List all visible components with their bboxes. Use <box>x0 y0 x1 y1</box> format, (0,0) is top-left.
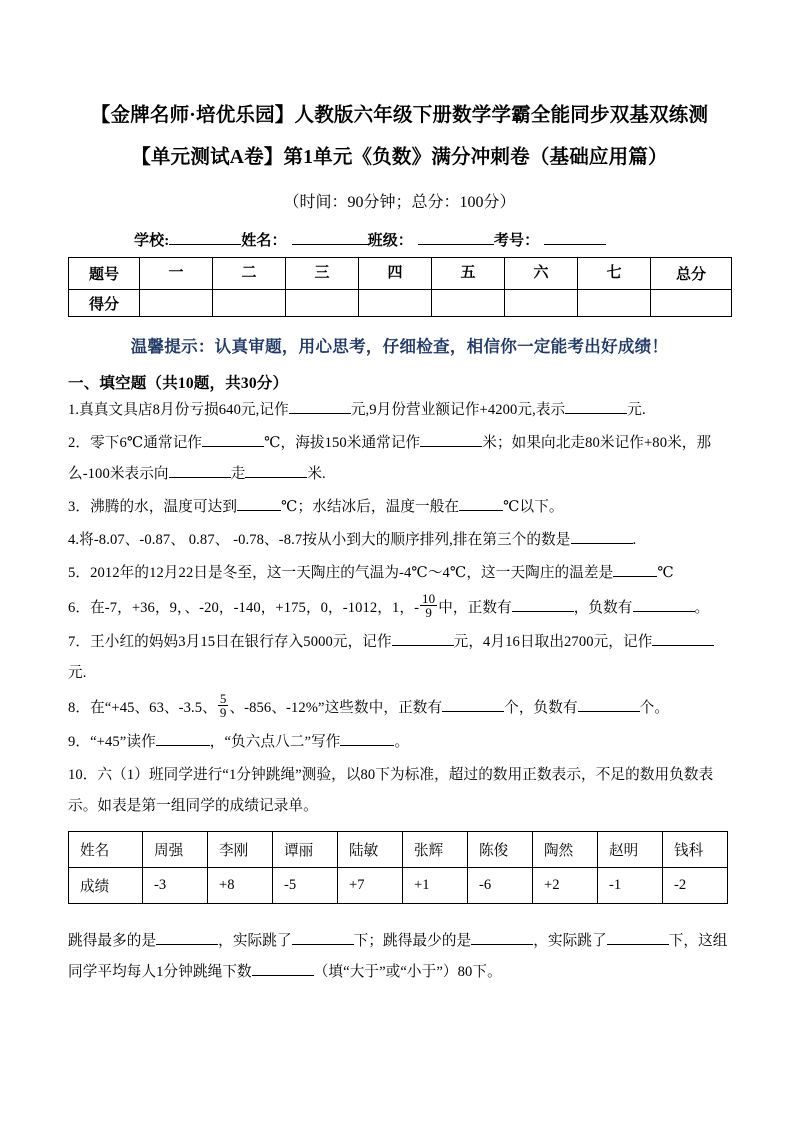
score-table-col-5: 五 <box>432 258 505 290</box>
warm-tip: 温馨提示：认真审题，用心思考，仔细检查，相信你一定能考出好成绩！ <box>130 337 669 356</box>
question-6-fraction <box>420 592 437 620</box>
score-summary-table <box>68 257 732 317</box>
question-8-fraction-denominator: 9 <box>219 705 227 721</box>
question-7-text-b: 元，4月16日取出2700元，记作 <box>453 634 653 650</box>
student-score-2: +8 <box>208 868 273 904</box>
question-8 <box>68 691 731 725</box>
question-6-fraction-numerator: 10 <box>422 590 436 606</box>
tail-text-a: 跳得最多的是 <box>68 933 157 949</box>
score-table-col-2: 二 <box>213 258 286 290</box>
student-score-6: ‑6 <box>468 868 533 904</box>
question-6-text-c: ，负数有 <box>573 600 633 616</box>
question-3-blank-1[interactable] <box>237 495 281 511</box>
student-name-9: 钱科 <box>663 832 728 868</box>
tail-blank-3[interactable] <box>471 929 533 945</box>
school-blank[interactable] <box>169 244 241 245</box>
question-6-text-a: 6．在‑7，+36，9，、‑20，‑140，+175，0，‑1012，1，‑ <box>68 600 420 616</box>
question-4 <box>68 525 731 556</box>
question-1-text-b: 元,9月份营业额记作+4200元,表示 <box>350 402 566 418</box>
tail-text-d: ，实际跳了 <box>533 933 607 949</box>
question-1-blank-2[interactable] <box>565 398 627 414</box>
question-8-fraction <box>218 692 229 720</box>
exam-meta: （时间：90分钟；总分：100分） <box>283 194 516 211</box>
tail-blank-1[interactable] <box>156 929 218 945</box>
student-name-4: 陆敏 <box>338 832 403 868</box>
question-1-text-a: 1.真真文具店8月份亏损640元,记作 <box>68 402 289 418</box>
jump-rope-row-label-name: 姓名 <box>69 832 143 868</box>
question-4-text-a: 4.将-8.07、-0.87、 0.87、 -0.78、-8.7按从小到大的顺序排列,排在第三个的数是 <box>68 532 571 548</box>
question-3-text-c: ℃以下。 <box>503 499 564 515</box>
question-5-text-a: 5．2012年的12月22日是冬至，这一天陶庄的气温为‑4℃～4℃，这一天陶庄的温差是 <box>68 565 614 581</box>
question-5-text-b: ℃ <box>657 565 674 581</box>
question-2-text-d: 走 <box>230 466 246 482</box>
table-row-scores <box>69 290 732 317</box>
question-6-blank-2[interactable] <box>633 596 695 612</box>
question-1 <box>68 395 731 426</box>
exam-no-blank[interactable] <box>544 244 606 245</box>
question-8-blank-1[interactable] <box>442 696 504 712</box>
student-name-1: 周强 <box>143 832 208 868</box>
tail-text-e: 下，这组同学平均每人1分钟跳绳下数 <box>68 933 728 980</box>
student-name-7: 陶然 <box>533 832 598 868</box>
question-8-text-c: 个，负数有 <box>504 700 578 716</box>
question-9-blank-2[interactable] <box>340 730 394 746</box>
score-table-row-label-question: 题号 <box>69 258 140 290</box>
class-label: 班级： <box>367 233 413 249</box>
student-name-8: 赵明 <box>598 832 663 868</box>
question-2-text-b: ℃，海拔150米通常记作 <box>264 435 421 451</box>
question-9-text-a: 9．“+45”读作 <box>68 734 156 750</box>
question-1-blank-1[interactable] <box>289 398 351 414</box>
question-2 <box>68 428 731 490</box>
question-7 <box>68 627 731 689</box>
jump-rope-results-table <box>68 831 728 904</box>
question-5 <box>68 558 731 589</box>
question-3-text-b: ℃；水结冰后，温度一般在 <box>281 499 460 515</box>
question-2-blank-1[interactable] <box>202 431 264 447</box>
score-cell-total[interactable] <box>651 290 732 317</box>
student-name-3: 谭丽 <box>273 832 338 868</box>
question-9-text-b: ，“负六点八二”写作 <box>209 734 341 750</box>
student-name-5: 张辉 <box>403 832 468 868</box>
question-2-text-a: 2．零下6℃通常记作 <box>68 435 203 451</box>
question-2-blank-3[interactable] <box>169 462 231 478</box>
score-table-col-3: 三 <box>286 258 359 290</box>
question-10-text: 10．六（1）班同学进行“1分钟跳绳”测验，以80下为标准，超过的数用正数表示，不足的数用负数表示。如表是第一组同学的成绩记录单。 <box>68 767 714 814</box>
question-8-text-b: 、‑856、‑12%”这些数中，正数有 <box>229 700 443 716</box>
student-score-4: +7 <box>338 868 403 904</box>
question-4-blank-1[interactable] <box>571 528 633 544</box>
score-table-col-1: 一 <box>140 258 213 290</box>
class-blank[interactable] <box>418 244 494 245</box>
question-9-blank-1[interactable] <box>156 730 210 746</box>
question-7-blank-2[interactable] <box>652 630 714 646</box>
table-row-names <box>69 832 728 868</box>
student-score-7: +2 <box>533 868 598 904</box>
question-7-text-a: 7．王小红的妈妈3月15日在银行存入5000元，记作 <box>68 634 392 650</box>
score-cell-4[interactable] <box>359 290 432 317</box>
question-7-blank-1[interactable] <box>392 630 454 646</box>
question-3-blank-2[interactable] <box>459 495 503 511</box>
student-score-8: ‑1 <box>598 868 663 904</box>
question-9 <box>68 727 731 758</box>
tail-text-c: 下；跳得最少的是 <box>353 933 472 949</box>
question-8-fraction-numerator: 5 <box>219 690 227 706</box>
question-2-blank-2[interactable] <box>420 431 482 447</box>
question-6-text-d: 。 <box>694 600 710 616</box>
score-cell-5[interactable] <box>432 290 505 317</box>
question-7-text-c: 元. <box>68 665 87 681</box>
jump-rope-row-label-score: 成绩 <box>69 868 143 904</box>
question-8-text-d: 个。 <box>639 700 670 716</box>
name-blank[interactable] <box>292 244 368 245</box>
student-info-line <box>68 229 731 250</box>
table-row-jump-scores <box>69 868 728 904</box>
question-10 <box>68 760 731 822</box>
student-score-1: ‑3 <box>143 868 208 904</box>
score-cell-1[interactable] <box>140 290 213 317</box>
student-score-5: +1 <box>403 868 468 904</box>
tail-blank-5[interactable] <box>252 960 314 976</box>
student-score-9: ‑2 <box>663 868 728 904</box>
question-9-text-c: 。 <box>394 734 410 750</box>
score-table-col-7: 七 <box>578 258 651 290</box>
student-name-6: 陈俊 <box>468 832 533 868</box>
score-table-col-4: 四 <box>359 258 432 290</box>
tail-blank-4[interactable] <box>607 929 669 945</box>
title-block <box>68 95 731 223</box>
tail-text-f: （填“大于”或“小于”）80下。 <box>313 964 502 980</box>
score-table-col-6: 六 <box>505 258 578 290</box>
score-cell-2[interactable] <box>213 290 286 317</box>
score-cell-7[interactable] <box>578 290 651 317</box>
score-table-row-label-score: 得分 <box>69 290 140 317</box>
question-6 <box>68 591 731 625</box>
question-4-text-b: . <box>632 532 637 548</box>
question-2-blank-4[interactable] <box>245 462 307 478</box>
student-score-3: ‑5 <box>273 868 338 904</box>
section-heading-fill-in-blanks: 一、填空题（共10题，共30分） <box>68 375 289 392</box>
question-8-blank-2[interactable] <box>578 696 640 712</box>
question-6-text-b: 中，正数有 <box>438 600 512 616</box>
question-6-fraction-denominator: 9 <box>420 605 437 620</box>
score-cell-3[interactable] <box>286 290 359 317</box>
question-5-blank-1[interactable] <box>613 561 657 577</box>
exam-no-label: 考号： <box>493 233 540 249</box>
score-table-col-total: 总分 <box>651 258 732 290</box>
tail-blank-2[interactable] <box>292 929 354 945</box>
table-row-question-numbers <box>69 258 732 290</box>
doc-title-line-2: 【单元测试A卷】第1单元《负数》满分冲刺卷（基础应用篇） <box>131 147 668 168</box>
name-label: 姓名： <box>241 233 287 249</box>
student-name-2: 李刚 <box>208 832 273 868</box>
question-2-text-e: 米. <box>307 466 326 482</box>
question-8-text-a: 8．在“+45、63、‑3.5、 <box>68 700 217 716</box>
score-cell-6[interactable] <box>505 290 578 317</box>
question-2-text-c: 米；如果向北走80米记作+80米，那么‑100米表示向 <box>68 435 712 482</box>
question-3 <box>68 492 731 523</box>
school-label: 学校: <box>134 233 170 249</box>
question-10-followup <box>68 926 731 988</box>
tail-text-b: ，实际跳了 <box>218 933 292 949</box>
doc-title-line-1: 【金牌名师·培优乐园】人教版六年级下册数学学霸全能同步双基双练测 <box>90 105 709 126</box>
question-1-text-c: 元. <box>627 402 646 418</box>
question-6-blank-1[interactable] <box>512 596 574 612</box>
question-3-text-a: 3．沸腾的水，温度可达到 <box>68 499 238 515</box>
